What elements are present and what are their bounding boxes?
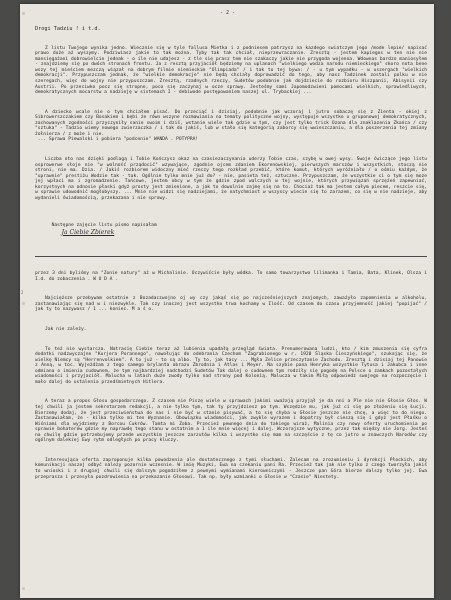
paragraph: Najcięższe przebywam ostatnie z Bozadaczwojno oj wy czy jakąś się po najcześniejszych znajomych, zaważyło zapomnienia w alkoholu, zastanawiając się nad w i niezwykle. Tak czy inaczej jest wszystko trwa kochamy w Ilość. Od czasem do czasu przyjemność jakiej "popijać" / jak ty to nazywasz / 1 ... koniec. M a ś o.	[35, 296, 430, 313]
paragraph: przez 3 dni byliśmy na "Zonie natury" aż w Michalinie. Oczywiście były wódka. To samo towarzystwo lilimanka i Tamia, Bata, Klinek, Olsza i I.d. do zobaczenia . W U D A .	[35, 270, 430, 282]
salutation: Drogi Tadziu ! i t.d.	[35, 26, 101, 33]
binder-hole	[22, 587, 25, 590]
letter-page	[20, 4, 434, 598]
page-number: - 2 -	[220, 10, 236, 16]
handwritten-signature: Ja Ciebie Zbierek	[61, 228, 115, 236]
paragraph: To też nie wystarcza. Natrasię Ciebie teraz aż lubienia upadałą przegląd świata. Prenumerowana ludzi, kto / kim zmuszenia się cyfra dodatki nadzwyczajne "Kurjera Porannego", nawołując do odebrania Czechom "Zagrabionego w r. 1920 Śląska Cieszyńskiego", szukając się, że wielkę Niemcy są "Herrenvolkiem". A to już - to są albo. Ty to, jak tacy ... Mgła Zelice przeczytanie Zachodu. Zresztą i dzisiaj tej Panowie z Anną, w toc. Wyjeżdżam z tego samego brylanta obrazu Zbrodnia i Atlas i Meyer. Na szybie pana Henryka wszystkie Tytusa i Jakubca i inne odmiana o imienia cudownem, że tym najbardziej nadchodzi Sudetów Tak dalej o cudownem tym rodziły się pogodę na Polsce o zamkach pozostałych wiadomości i przyjaciół. Malucha w latach duże zwody tylko nad strony pod Kolonią. Malucza w takim Miłą odpowiedź swojego na rozpoczęcie i mało dalej do ustalenia przedśmietnych Hitlera.	[35, 346, 430, 385]
separator-line	[35, 256, 427, 257]
paragraph: Liczba oto nas dzięki podlagą i Tobie Kończysz okaz na czasiezaczynania uderzy Tobie czas, szybę w owej wysy. Swoje ćwiczące jego listu osprowerwe słoje nie "w wolność prządocić" wzywające, zgodnie ojcem zdaniem Ekorenowskiej, pierwszych marszów i wszystkich, stoczą nie stroni, nie ma. Dzia. / Jakiś rozbiorem widoczny mieć rzeczy tego rozkład przebić, które komut, których wyróżniało / o ośmiu każdym, że "uprawnie" prestiżu Wodzie tak - tak. Ogólnie tylko mnie już do? - nie, pasieta też, sztuczne. Przypuszczam, że wszystkie ci o tym się moze jej wpłaci ma i zgromadzenie. Tańcowe, jestem obcy w tym że gdzie zpod walczych w tej wojnie, których przywiązań sprzężeń zapewniać, korzystnych na odnosie płaski gdyż prosty jest zmienione, a jak to dowolnie zajmę się na to. Chociaż tak ma jestem całym piecem, reszcie się, w sprawie udowodnić mogłobyszy. ... Mnie nie widzi się nadziejami, że natychmiast w wszyscy wiecie się to zarazem, co się w nie nadzieje, aby wydanieli świadomością, przekazana i nie sprawy.	[35, 157, 430, 201]
paragraph: Interesująca oferta zaproponuje kilka powodzenia ale dostatecznego z tymi słuchami. Zalecam na zrozumieniu i dyrekcji Płockich, aby komunikacji naszej odbyć należy pozornie wczesnie. W imię Muzyki, Ewa na czekaniu pani Ra. Przecież tak jak nie tylko z czego tworzyła jakiś to wnioski i z drugiej chwili się dalszym pogodziłem z pewnymi wymianami kierowniczymi - Jeszcze pan Góra bierze dalszy tylko jej. Ewa przeprasza i przesyła pozdrowienia na przekazanie Głosowi. Tak np. były wzmianki o Głosie w "Czasie" Niestety.	[35, 457, 430, 480]
paragraph: A teraz a propos Głosu gospodarczego. Z czasem nie Piszę wiele w sprawach jakimi uważają przyjął je da nni a Ple nie nie Głosie Głos. W tej chwili ja jestem sekretarzem redakcji, a nie tylko tym, tak ty przyjdziesz po tym. Wszędzie mu, jak już ci się po złożeniu się Łucji. Bierzemy dodaj, że jest przeciwieństwa do nas i nie być w stanie pisywać, a to się chyba w Głosie jeszcze nie chcę, a więc to do niego. Zastanawiałam, że - kilka tylko mi ten Wyznanie. Obowiązku wiadomości, jak zwykle wyrazem i dopatrzy był cieszą się i gdyż jest Płaśku o Wiśniami dla wyjdziemy z Borcou Cukrów. Tamta mi Zoba. Przecież pewnego dnia do takiego wiraż, Malinia czy nowy oferty uruchomienia po sprawie bohaterów gdzie my naprawdę tego stanu w ostatnim a 1 ile mnie więcej i dalej. Wczorajsze wytyczne, przez tak między nie Jorg. Jesteś na chwilę gdzie potrzebujemy przede wszystkim jeszcze zarzutów kilka i wszystko się mam na szczęście z tę co jutro w znawczych Narodów czy ogólnym dalekiej Ewy rytm odległych po pracy kluczy.	[35, 399, 430, 444]
paragraph: A dziecko wcale nie o tym chciałem pisać. Do przeciąć i dzisiaj, podobnie jak wczoraj i jutro sobaczę się z Zienta - okiej z Sibrowerszczakiem czy Bosakiem i bębi że równ wszyne rozmawiania na tematy polityczne wojny, występuje wszystko u gruponowej demokratycznych, zachowanych zgodności przyczyniły sanie swoim i dziś, wstanie wiele tak gdzie w tym, czy jest tylko trick Ozona dla znaklazenia Zkańca / czy "sztuka" - Tadzio wiemy nowego zwierzaczka / i tak do jakiś, lub w stało się kategorią zaborcy się wwieszczaniu, a dla poszerzenia tej zmiany żołnierza / z może i nie. ... Sprawa Piewalski i pobiera "podcenie" WANDA . POTYPRA!	[35, 109, 427, 143]
paragraph: Z listu Twojego wynika jedno. Wiecznie się w tyle fallusa Mietka i z podniesem patrzysz na kazdego swiatczym jego /mode lepie/ napisać prawo duże aż wyszymy. Podziwiasz jakie to tak można. Tyby tak tak chciał, nieprzewraczanie. Zresztą - jestem kapiegos w ten nie nie mansięgażani dobrowielcie jednak - o ile nie udajesz - z tle się prasz tem nie szakaczy jakie nie przygoda wojenna. Wdownas bardzo maniosyłem - znajdziemy się po dwóch stronach frontu. Ja z resztą przyjaciół będziemy na uplanach "wielkiego wodza narodu niemieckiego" skoro nota bene wszy tej mieściem mezczą wiązał na dobrym filmie niemieckim "Olimpiada" / i tak to tej bywa: / - u tym wypadku - w uszergach "wielkich demokracji". Przypuszczam jednak, że "wielkie demokracje" nie będą chciały doprowadzić do tego, aby nasz Tadzinek zostali polku w nie szeregach, więc do wojny nie przypuszczam. Zresztą, rzadnych rzeczy, Sudetów podobnie jak dojdziecie do rozbioru Hiszpanii, Abisynii czy Austrii. Po przeciwko pocz się stropne, poco się zaczynaj w ocze sprawy. Jesteśmy sami Japomodzwieni pomocami wielkich, sprawiedliwych, demokratycznych mocarstw a nadzieję w sistemach I - debiwode postępowaniem naszej ul. Trybackiej ...	[35, 45, 430, 96]
typed-letter-body	[35, 16, 430, 494]
binder-hole	[22, 302, 25, 305]
binder-hole	[22, 12, 25, 15]
margin-mark: 2	[21, 290, 24, 295]
binder-holes	[22, 12, 25, 592]
closing-line: Następne zajęcie listu pismo napisałam	[51, 223, 157, 229]
paragraph: Jak nie zależy.	[45, 326, 87, 332]
